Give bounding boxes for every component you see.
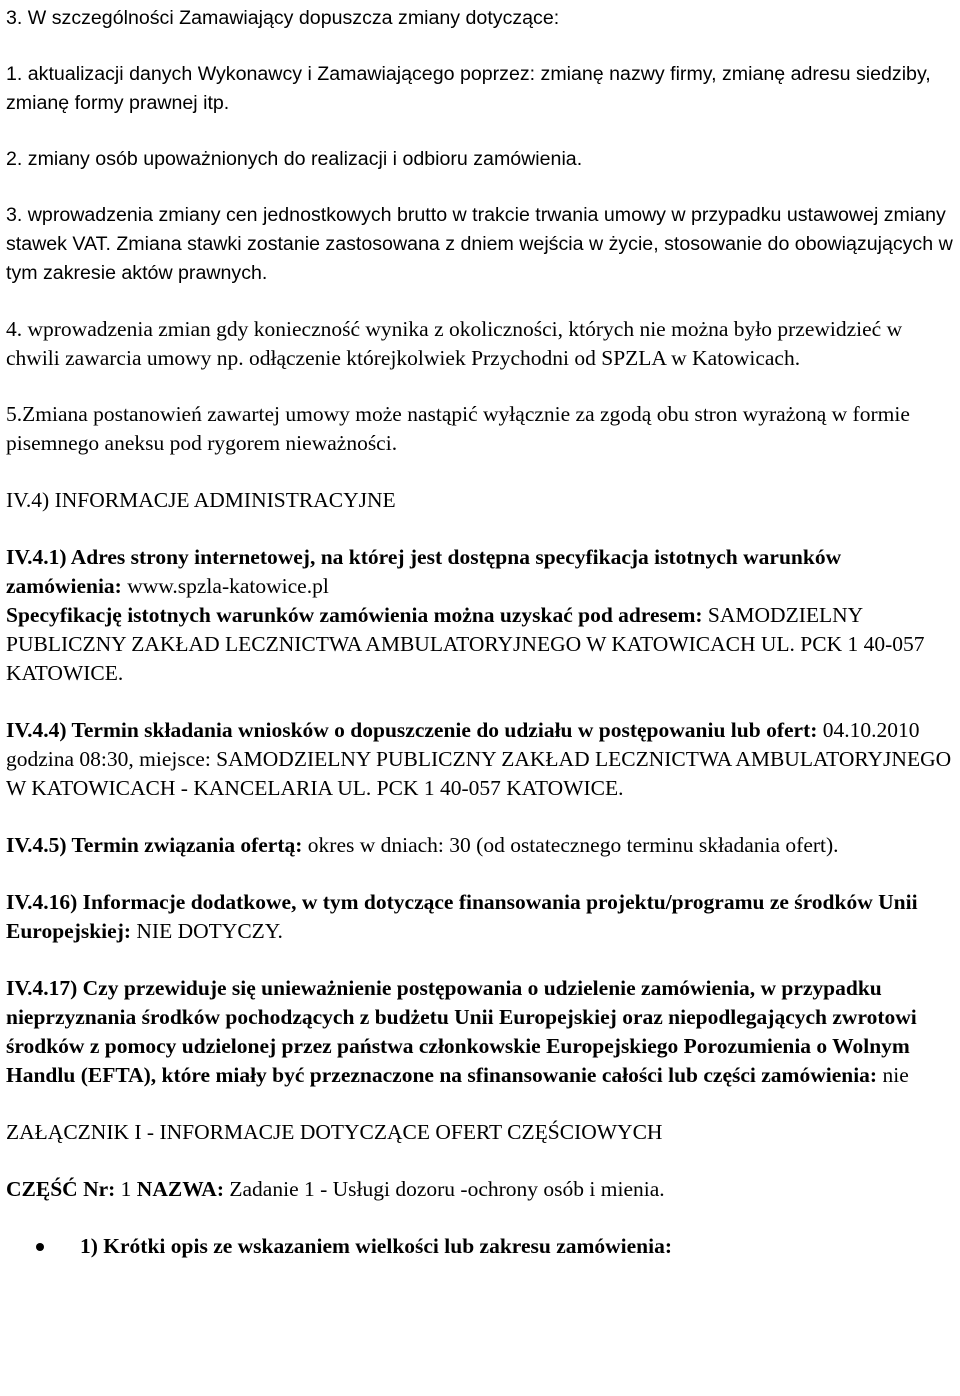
website-info	[6, 543, 956, 601]
submission-deadline-value: 04.10.2010 godzina 08:30, miejsce: SAMODZIELNY PUBLICZNY ZAKŁAD LECZNICTWA AMBULATORYJNEGO W KATOWICACH - KANCELARIA UL. PCK 1 40-057 KATOWICE.	[6, 718, 952, 800]
part-name-label: NAZWA:	[136, 1177, 224, 1201]
annulment-info	[6, 974, 956, 1090]
bullet-icon	[36, 1243, 44, 1251]
part-number-label: CZĘŚĆ Nr:	[6, 1177, 116, 1201]
change-item-3: 3. wprowadzenia zmiany cen jednostkowych brutto w trakcie trwania umowy w przypadku ustawowej zmiany stawek VAT. Zmiana stawki zostanie zastosowana z dniem wejścia w życie, stosowanie do obowiązujących w tym zakresie aktów prawnych.	[6, 204, 953, 284]
part-number-value: 1	[115, 1177, 137, 1201]
part-name-value: Zadanie 1 - Usługi dozoru -ochrony osób i mienia.	[224, 1177, 665, 1201]
website-url: www.spzla-katowice.pl	[121, 574, 329, 598]
submission-deadline-info	[6, 716, 956, 803]
part-details-list	[6, 1232, 956, 1261]
additional-info-label: IV.4.16) Informacje dodatkowe, w tym dotyczące finansowania projektu/programu ze środków Unii Europejskiej:	[6, 890, 918, 943]
specification-label: Specyfikację istotnych warunków zamówienia można uzyskać pod adresem:	[6, 603, 703, 627]
additional-info	[6, 888, 956, 946]
specification-info	[6, 601, 956, 688]
submission-deadline-label: IV.4.4) Termin składania wniosków o dopuszczenie do udziału w postępowaniu lub ofert:	[6, 718, 818, 742]
section-heading-administrative: IV.4) INFORMACJE ADMINISTRACYJNE	[6, 488, 396, 512]
intro-paragraph: 3. W szczególności Zamawiający dopuszcza zmiany dotyczące:	[6, 7, 560, 29]
change-item-5: 5.Zmiana postanowień zawartej umowy może nastąpić wyłącznie za zgodą obu stron wyrażoną w formie pisemnego aneksu pod rygorem nieważności.	[6, 402, 910, 455]
annulment-label: IV.4.17) Czy przewiduje się unieważnienie postępowania o udzielenie zamówienia, w przypadku nieprzyznania środków pochodzących z budżetu Unii Europejskiej oraz niepodlegających zwrotowi środków z pomocy udzielonej przez państwa członkowskie Europejskiego Porozumienia o Wolnym Handlu (EFTA), które miały być przeznaczone na sfinansowanie całości lub części zamówienia:	[6, 976, 917, 1087]
specification-address: SAMODZIELNY PUBLICZNY ZAKŁAD LECZNICTWA AMBULATORYJNEGO W KATOWICACH UL. PCK 1 40-057 KATOWICE.	[6, 603, 925, 685]
binding-period-label: IV.4.5) Termin związania ofertą:	[6, 833, 303, 857]
list-item	[6, 1232, 956, 1261]
change-item-4: 4. wprowadzenia zmian gdy konieczność wynika z okoliczności, których nie można było przewidzieć w chwili zawarcia umowy np. odłączenie którejkolwiek Przychodni od SPZLA w Katowicach.	[6, 317, 903, 370]
binding-period-value: okres w dniach: 30 (od ostatecznego terminu składania ofert).	[302, 833, 839, 857]
short-description-label: 1) Krótki opis ze wskazaniem wielkości lub zakresu zamówienia:	[80, 1234, 673, 1258]
change-item-1: 1. aktualizacji danych Wykonawcy i Zamawiającego poprzez: zmianę nazwy firmy, zmianę adresu siedziby, zmianę formy prawnej itp.	[6, 63, 931, 114]
website-label: IV.4.1) Adres strony internetowej, na której jest dostępna specyfikacja istotnych warunków zamówienia:	[6, 545, 842, 598]
additional-info-value: NIE DOTYCZY.	[131, 919, 283, 943]
annex-heading: ZAŁĄCZNIK I - INFORMACJE DOTYCZĄCE OFERT CZĘŚCIOWYCH	[6, 1120, 663, 1144]
document-page	[6, 4, 956, 1261]
binding-period-info	[6, 831, 956, 860]
change-item-2: 2. zmiany osób upoważnionych do realizacji i odbioru zamówienia.	[6, 148, 583, 170]
annulment-value: nie	[877, 1063, 909, 1087]
part-info	[6, 1175, 956, 1204]
